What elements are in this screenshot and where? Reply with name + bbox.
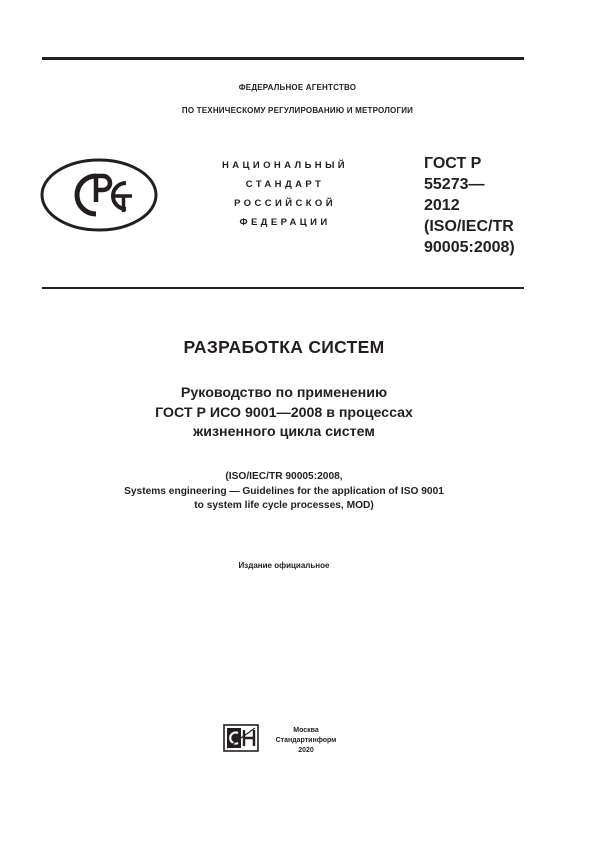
standard-designation	[424, 153, 515, 258]
publisher-info	[266, 726, 346, 756]
designation-line: ГОСТ Р	[424, 155, 482, 172]
subtitle-line: жизненного цикла систем	[193, 424, 375, 440]
top-rule	[42, 57, 524, 60]
publisher-name: Стандартинформ	[275, 737, 337, 744]
agency-name-line2: ПО ТЕХНИЧЕСКОМУ РЕГУЛИРОВАНИЮ И МЕТРОЛОГИИ	[181, 106, 414, 115]
agency-name-line1: ФЕДЕРАЛЬНОЕ АГЕНТСТВО	[238, 83, 357, 92]
document-subtitle	[0, 384, 568, 443]
publication-year: 2020	[298, 747, 314, 754]
document-title: РАЗРАБОТКА СИСТЕМ	[183, 337, 385, 357]
english-title-line: (ISO/IEC/TR 90005:2008,	[225, 471, 343, 482]
english-title-line: Systems engineering — Guidelines for the application of ISO 9001	[124, 485, 444, 497]
english-title-line: to system life cycle processes, MOD)	[194, 500, 374, 511]
middle-rule	[42, 287, 524, 289]
standard-type-line: СТАНДАРТ	[245, 179, 325, 190]
standartinform-logo-icon	[223, 724, 259, 752]
edition-label: Издание официальное	[238, 561, 330, 570]
subtitle-line: Руководство по применению	[180, 385, 388, 401]
subtitle-line: ГОСТ Р ИСО 9001—2008 в процессах	[155, 404, 413, 421]
publisher-city: Москва	[293, 727, 319, 734]
standard-type-line: ФЕДЕРАЦИИ	[239, 217, 331, 228]
designation-line: 55273—	[424, 176, 485, 193]
standard-type-line: РОССИЙСКОЙ	[234, 198, 336, 209]
english-title	[0, 470, 568, 514]
standard-type-label	[180, 156, 390, 232]
designation-line: (ISO/IEC/TR	[424, 218, 514, 235]
standard-type-line: НАЦИОНАЛЬНЫЙ	[222, 160, 348, 171]
designation-line: 2012	[424, 197, 460, 214]
rst-certification-mark-icon	[40, 158, 158, 232]
designation-line: 90005:2008)	[424, 239, 515, 256]
